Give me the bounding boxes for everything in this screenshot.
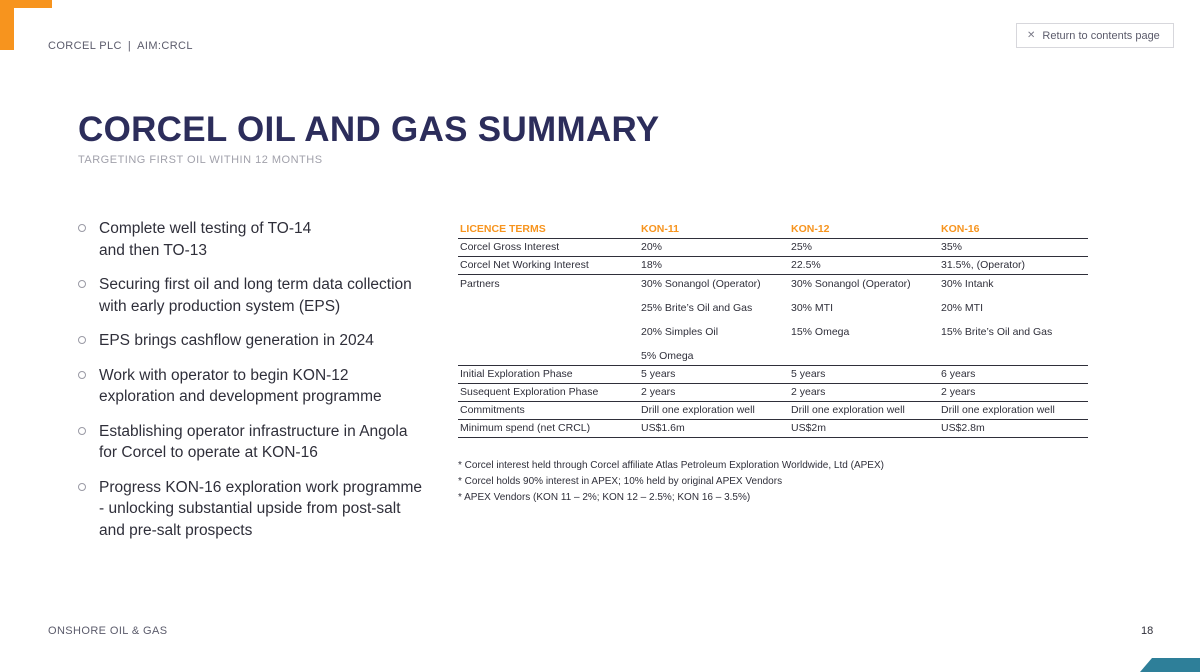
cell-kon-16: 20% MTI — [941, 302, 984, 314]
page-subtitle: TARGETING FIRST OIL WITHIN 12 MONTHS — [78, 154, 323, 166]
table-row — [458, 402, 1088, 420]
bullet-item — [78, 421, 428, 464]
bullet-circle-icon — [78, 336, 86, 344]
cell-kon-11: 25% Brite’s Oil and Gas — [641, 302, 753, 314]
bullet-item — [78, 477, 428, 542]
cell-kon-12: 5 years — [789, 366, 939, 384]
cell-kon-11: 30% Sonangol (Operator) — [641, 278, 761, 290]
company-header — [48, 40, 193, 52]
table-row — [458, 257, 1088, 275]
header-licence-terms: LICENCE TERMS — [458, 220, 639, 239]
cell-kon-12: Drill one exploration well — [789, 402, 939, 420]
row-label: Partners — [460, 278, 500, 290]
row-label — [458, 299, 639, 323]
bullet-item — [78, 274, 428, 317]
cell-kon-12: 2 years — [789, 384, 939, 402]
cell-kon-16: 31.5%, (Operator) — [939, 257, 1088, 275]
footnote: * APEX Vendors (KON 11 – 2%; KON 12 – 2.5%; KON 16 – 3.5%) — [458, 492, 751, 503]
row-label: Corcel Net Working Interest — [458, 257, 639, 275]
row-label: Corcel Gross Interest — [458, 239, 639, 257]
footnote: * Corcel interest held through Corcel affiliate Atlas Petroleum Exploration Worldwide, Ltd (APEX) — [458, 460, 884, 471]
table-header-row — [458, 220, 1088, 239]
cell-kon-11: 20% — [639, 239, 789, 257]
return-button-label: Return to contents page — [1042, 29, 1160, 42]
cell-kon-12: 15% Omega — [791, 326, 850, 338]
cell-kon-11: Drill one exploration well — [639, 402, 789, 420]
header-kon-12: KON-12 — [789, 220, 939, 239]
cell-kon-16 — [939, 347, 1088, 366]
row-label: Susequent Exploration Phase — [458, 384, 639, 402]
table-row — [458, 299, 1088, 323]
bullet-circle-icon — [78, 371, 86, 379]
row-label: Commitments — [458, 402, 639, 420]
close-icon: ✕ — [1027, 30, 1036, 41]
bullet-text: Establishing operator infrastructure in Angola for Corcel to operate at KON-16 — [99, 422, 408, 461]
bullet-circle-icon — [78, 224, 86, 232]
company-name: CORCEL PLC — [48, 40, 122, 52]
bullet-circle-icon — [78, 483, 86, 491]
cell-kon-12: 22.5% — [789, 257, 939, 275]
cell-kon-11: 2 years — [639, 384, 789, 402]
page-title: CORCEL OIL AND GAS SUMMARY — [78, 110, 660, 149]
cell-kon-11: 18% — [639, 257, 789, 275]
summary-bullet-list — [78, 218, 428, 554]
cell-kon-16: US$2.8m — [939, 420, 1088, 438]
cell-kon-12: 30% Sonangol (Operator) — [791, 278, 911, 290]
table-footnotes — [458, 458, 884, 506]
corner-accent-shape — [0, 0, 52, 50]
bullet-text: Complete well testing of TO-14 and then TO-13 — [99, 220, 312, 259]
cell-kon-16: 35% — [939, 239, 1088, 257]
cell-kon-12: US$2m — [789, 420, 939, 438]
bullet-circle-icon — [78, 280, 86, 288]
bullet-text: EPS brings cashflow generation in 2024 — [99, 332, 374, 349]
cell-kon-12 — [789, 347, 939, 366]
table-row — [458, 384, 1088, 402]
bullet-item — [78, 365, 428, 408]
row-label — [458, 347, 639, 366]
cell-kon-16: Drill one exploration well — [939, 402, 1088, 420]
corner-accent-bottom-shape — [1140, 658, 1200, 672]
cell-kon-16: 15% Brite’s Oil and Gas — [941, 326, 1053, 338]
table-row — [458, 420, 1088, 438]
row-label — [458, 323, 639, 347]
table-row — [458, 366, 1088, 384]
bullet-text: Work with operator to begin KON-12 exploration and development programme — [99, 366, 382, 405]
cell-kon-16: 30% Intank — [941, 278, 994, 290]
header-separator: | — [127, 40, 132, 52]
table-row — [458, 239, 1088, 257]
ticker: AIM:CRCL — [137, 40, 193, 52]
cell-kon-16: 6 years — [939, 366, 1088, 384]
bullet-text: Securing first oil and long term data collection with early production system (EPS) — [99, 276, 412, 315]
cell-kon-12: 30% MTI — [791, 302, 834, 314]
table-row — [458, 323, 1088, 347]
licence-terms-table — [458, 220, 1088, 438]
cell-kon-12: 25% — [789, 239, 939, 257]
cell-kon-11: 5 years — [639, 366, 789, 384]
table-row — [458, 275, 1088, 300]
table-row — [458, 347, 1088, 366]
header-kon-16: KON-16 — [939, 220, 1088, 239]
footnote: * Corcel holds 90% interest in APEX; 10% held by original APEX Vendors — [458, 476, 783, 487]
bullet-circle-icon — [78, 427, 86, 435]
row-label: Initial Exploration Phase — [458, 366, 639, 384]
bullet-item — [78, 218, 428, 261]
cell-kon-11: 5% Omega — [639, 347, 789, 366]
cell-kon-11: US$1.6m — [639, 420, 789, 438]
header-kon-11: KON-11 — [639, 220, 789, 239]
page-number: 18 — [1141, 625, 1154, 637]
return-to-contents-button[interactable] — [1016, 23, 1174, 48]
bullet-item — [78, 330, 428, 352]
bullet-text: Progress KON-16 exploration work programme - unlocking substantial upside from post-salt and pre-salt prospects — [99, 478, 423, 539]
footer-section-label: ONSHORE OIL & GAS — [48, 625, 168, 637]
cell-kon-16: 2 years — [939, 384, 1088, 402]
row-label: Minimum spend (net CRCL) — [458, 420, 639, 438]
cell-kon-11: 20% Simples Oil — [641, 326, 719, 338]
